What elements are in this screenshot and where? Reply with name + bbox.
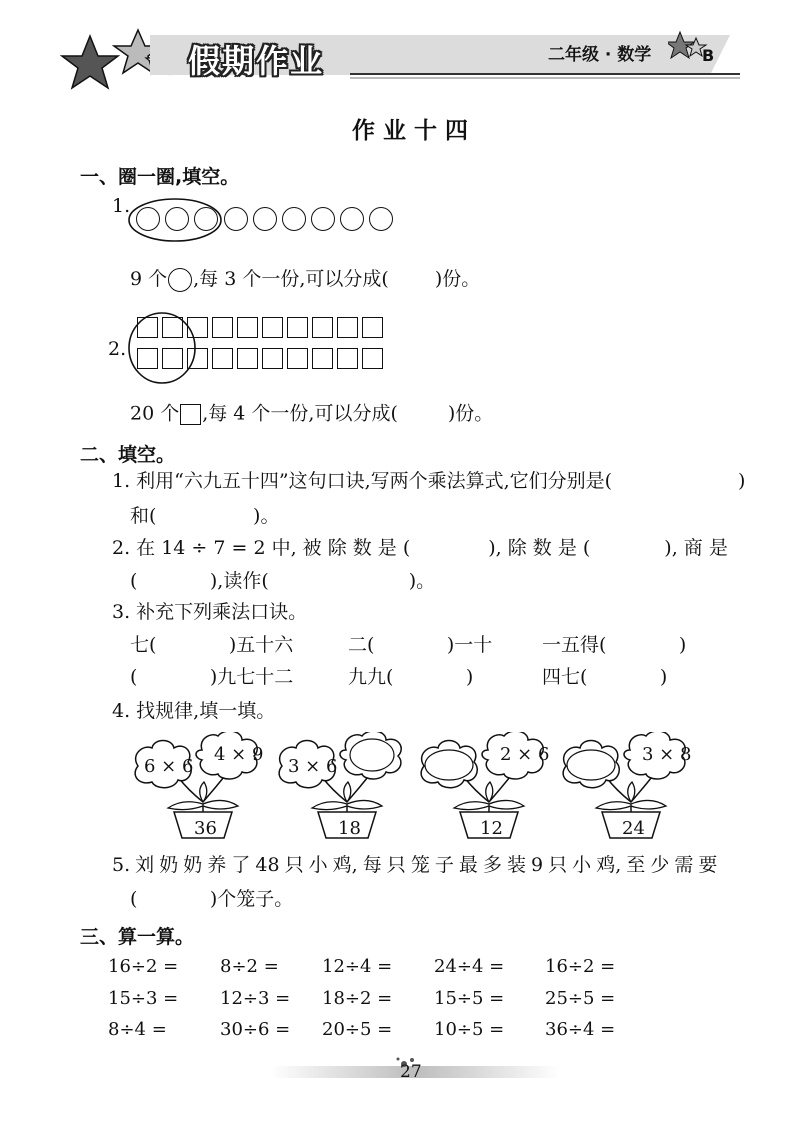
s2-q4-title: 4. 找规律,填一填。 [112, 700, 276, 722]
q2-text-b: ,每 4 个一份,可以分成( [202, 402, 398, 425]
calc-item: 20÷5 = [322, 1019, 393, 1040]
s2-q2-line2-b: )。 [408, 570, 436, 592]
s2-q2-line2-a: ( ),读作( [130, 570, 269, 592]
flower-pot-group [272, 732, 422, 842]
grade-label: 二年级 · 数学 [548, 45, 652, 65]
s2-q2-line2 [130, 572, 435, 591]
calc-item: 15÷5 = [434, 988, 505, 1009]
section1-heading: 一、圈一圈,填空。 [80, 166, 240, 188]
s2-q2-b: ), 除 数 是 ( [488, 537, 591, 559]
section1-q1-number: 1. [112, 195, 131, 217]
calc-item: 8÷4 = [108, 1019, 167, 1040]
section1-q2-number: 2. [108, 338, 127, 360]
flower-right-label: 4 × 9 [214, 744, 264, 765]
square-shape [337, 348, 358, 369]
calc-item: 18÷2 = [322, 988, 393, 1009]
square-shape [237, 317, 258, 338]
circle-shape [340, 207, 364, 231]
pot-label: 18 [338, 818, 361, 839]
square-shape [287, 317, 308, 338]
calc-item: 16÷2 = [108, 956, 179, 977]
rhyme-item: 一五得( ) [542, 634, 687, 656]
s2-q5-line2: ( )个笼子。 [130, 888, 294, 910]
square-shape [237, 348, 258, 369]
square-shape [180, 404, 201, 425]
circle-shape [311, 207, 335, 231]
q1-text-a: 9 个 [130, 268, 168, 290]
rhyme-item: ( )九七十二 [130, 666, 294, 688]
rhyme-item: 九九( ) [348, 666, 474, 688]
s2-q3-title: 3. 补充下列乘法口诀。 [112, 601, 308, 623]
square-shape [337, 317, 358, 338]
pot-label: 36 [194, 818, 217, 839]
calc-item: 12÷4 = [322, 956, 393, 977]
flower-pot-group [414, 732, 564, 842]
square-shape [362, 348, 383, 369]
q2-text-a: 20 个 [130, 402, 180, 425]
calc-item: 16÷2 = [545, 956, 616, 977]
square-shape [212, 348, 233, 369]
s2-q2-line1 [112, 539, 728, 558]
s2-q2-c: ), 商 是 [664, 537, 728, 559]
calc-item: 25÷5 = [545, 988, 616, 1009]
square-shape [212, 317, 233, 338]
square-shape [262, 317, 283, 338]
flower-left-label: 3 × 6 [288, 756, 338, 777]
grouping-ellipse [127, 195, 227, 247]
s2-q2-a: 2. 在 14 ÷ 7 = 2 中, 被 除 数 是 ( [112, 537, 411, 559]
calc-item: 36÷4 = [545, 1019, 616, 1040]
section1-q1-text [130, 268, 480, 292]
square-shape [262, 348, 283, 369]
s2-q1-line1-text: 1. 利用“六九五十四”这句口诀,写两个乘法算式,它们分别是( [112, 470, 613, 492]
flower-right-label: 3 × 8 [642, 744, 692, 765]
grouping-ellipse [126, 310, 200, 386]
flower-pot-group [128, 732, 278, 842]
circle-shape [168, 268, 192, 292]
calc-item: 24÷4 = [434, 956, 505, 977]
s2-q5-line1: 5. 刘 奶 奶 养 了 48 只 小 鸡, 每 只 笼 子 最 多 装 9 只 小 鸡, 至 少 需 要 [112, 854, 718, 876]
calc-item: 15÷3 = [108, 988, 179, 1009]
pot-label: 12 [480, 818, 503, 839]
square-shape [312, 348, 333, 369]
page-number: 27 [400, 1062, 422, 1082]
flower-left-label: 6 × 6 [144, 756, 194, 777]
square-shape [362, 317, 383, 338]
circle-shape [224, 207, 248, 231]
square-shape [312, 317, 333, 338]
flower-pot-group [556, 732, 706, 842]
s2-q1-line1 [112, 472, 612, 491]
header-title: 假期作业 [188, 42, 325, 80]
s2-q1-close-paren: ) [738, 470, 746, 492]
calc-item: 30÷6 = [220, 1019, 291, 1040]
square-shape [287, 348, 308, 369]
section2-heading: 二、填空。 [80, 444, 176, 466]
page-title: 作业十四 [352, 118, 476, 144]
circle-shape [253, 207, 277, 231]
q1-text-c: )份。 [434, 268, 481, 290]
rhyme-item: 二( )一十 [348, 634, 493, 656]
s2-q1-line2: 和( )。 [130, 505, 280, 527]
rhyme-item: 四七( ) [542, 666, 668, 688]
flower-right-label: 2 × 6 [500, 744, 550, 765]
calc-item: 10÷5 = [434, 1019, 505, 1040]
circle-shape [282, 207, 306, 231]
section1-q2-text [130, 404, 493, 425]
pot-label: 24 [622, 818, 645, 839]
circle-shape [369, 207, 393, 231]
calc-item: 8÷2 = [220, 956, 279, 977]
calc-item: 12÷3 = [220, 988, 291, 1009]
section3-heading: 三、算一算。 [80, 926, 195, 948]
q1-text-b: ,每 3 个一份,可以分成( [193, 268, 389, 290]
rhyme-item: 七( )五十六 [130, 634, 294, 656]
grade-badge: B [702, 46, 715, 65]
q2-text-c: )份。 [447, 402, 494, 425]
